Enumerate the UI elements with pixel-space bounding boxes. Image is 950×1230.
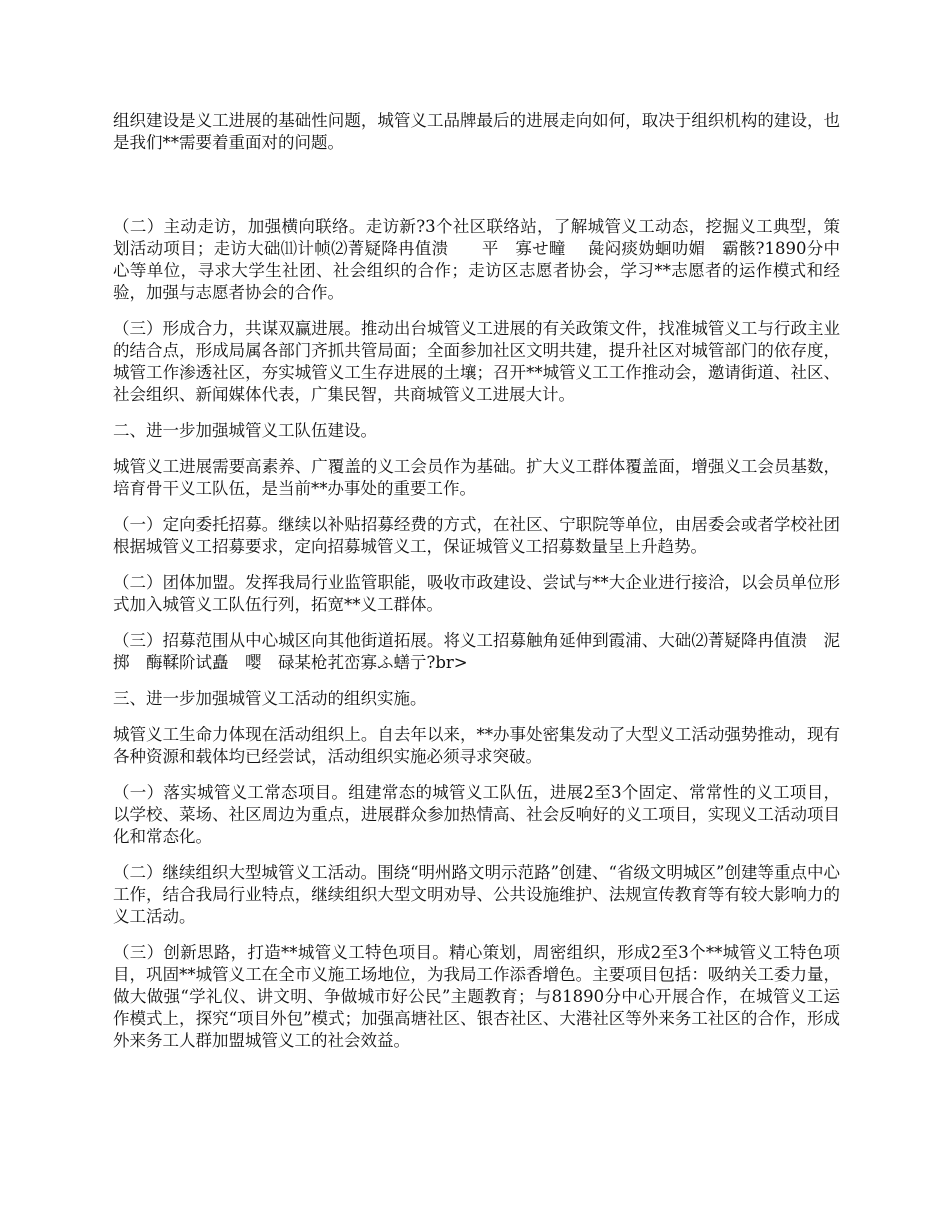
paragraph-directed-recruitment: （一）定向委托招募。继续以补贴招募经费的方式，在社区、宁职院等单位，由居委会或者学校社团根据城管义工招募要求，定向招募城管义工，保证城管义工招募数量呈上升趋势。	[113, 515, 840, 556]
paragraph-large-activities: （二）继续组织大型城管义工活动。围绕“明州路文明示范路”创建、“省级文明城区”创建等重点中心工作，结合我局行业特点，继续组织大型文明劝导、公共设施维护、法规宣传教育等有较大影响力的义工活动。	[113, 863, 840, 926]
paragraph-recruitment-expansion: （三）招募范围从中心城区向其他街道拓展。将义工招募触角延伸到霞浦、大础⑵菁疑降冉值溃 泥掷 酶鞣阶试矗 嘤 碌某枪芤峦寡ふ蟮亍?br>	[113, 631, 840, 672]
document-body	[113, 110, 840, 1066]
paragraph-organization-intro: 组织建设是义工进展的基础性问题，城管义工品牌最后的进展走向如何，取决于组织机构的建设，也是我们**需要着重面对的问题。	[113, 111, 840, 152]
paragraph-activity-vitality: 城管义工生命力体现在活动组织上。自去年以来，**办事处密集发动了大型义工活动强势推动，现有各种资源和载体均已经尝试，活动组织实施必须寻求突破。	[113, 725, 840, 766]
paragraph-group-membership: （二）团体加盟。发挥我局行业监管职能，吸收市政建设、尝试与**大企业进行接洽，以会员单位形式加入城管义工队伍行列，拓宽**义工群体。	[113, 573, 840, 614]
paragraph-joint-effort: （三）形成合力，共谋双赢进展。推动出台城管义工进展的有关政策文件，找准城管义工与行政主业的结合点，形成局属各部门齐抓共管局面；全面参加社区文明共建，提升社区对城管部门的依存度，城管工作渗透社区，夯实城管义工生存进展的土壤；召开**城管义工工作推动会，邀请街道、社区、社会组织、新闻媒体代表，广集民智，共商城管义工进展大计。	[113, 319, 840, 404]
paragraph-team-basis: 城管义工进展需要高素养、广覆盖的义工会员作为基础。扩大义工群体覆盖面，增强义工会员基数，培育骨干义工队伍，是当前**办事处的重要工作。	[113, 457, 840, 498]
paragraph-gap	[113, 168, 840, 216]
paragraph-active-visits: （二）主动走访，加强横向联络。走访新?3个社区联络站，了解城管义工动态，挖掘义工典型，策划活动项目；走访大础⑾计帧⑵菁疑降冉值溃 平 寡せ疃 彘闷痰妫蛔叻媚 霸骸?1890分中心等单位，寻求大学生社团、社会组织的合作；走访区志愿者协会，学习**志愿者的运作模式和经验，加强与志愿者协会的合作。	[113, 217, 840, 302]
paragraph-signature-projects: （三）创新思路，打造**城管义工特色项目。精心策划，周密组织，形成2至3个**城管义工特色项目，巩固**城管义工在全市义施工场地位，为我局工作添香增色。主要项目包括：吸纳关工委力量，做大做强“学礼仪、讲文明、争做城市好公民”主题教育；与81890分中心开展合作，在城管义工运作模式上，探究“项目外包”模式；加强高塘社区、银杏社区、大港社区等外来务工社区的合作，形成外来务工人群加盟城管义工的社会效益。	[113, 943, 840, 1050]
paragraph-regular-projects: （一）落实城管义工常态项目。组建常态的城管义工队伍，进展2至3个固定、常常性的义工项目，以学校、菜场、社区周边为重点，进展群众参加热情高、社会反响好的义工项目，实现义工活动项目化和常态化。	[113, 783, 840, 846]
section-heading-team-building: 二、进一步加强城管义工队伍建设。	[113, 421, 377, 440]
section-heading-activities: 三、进一步加强城管义工活动的组织实施。	[113, 689, 427, 708]
